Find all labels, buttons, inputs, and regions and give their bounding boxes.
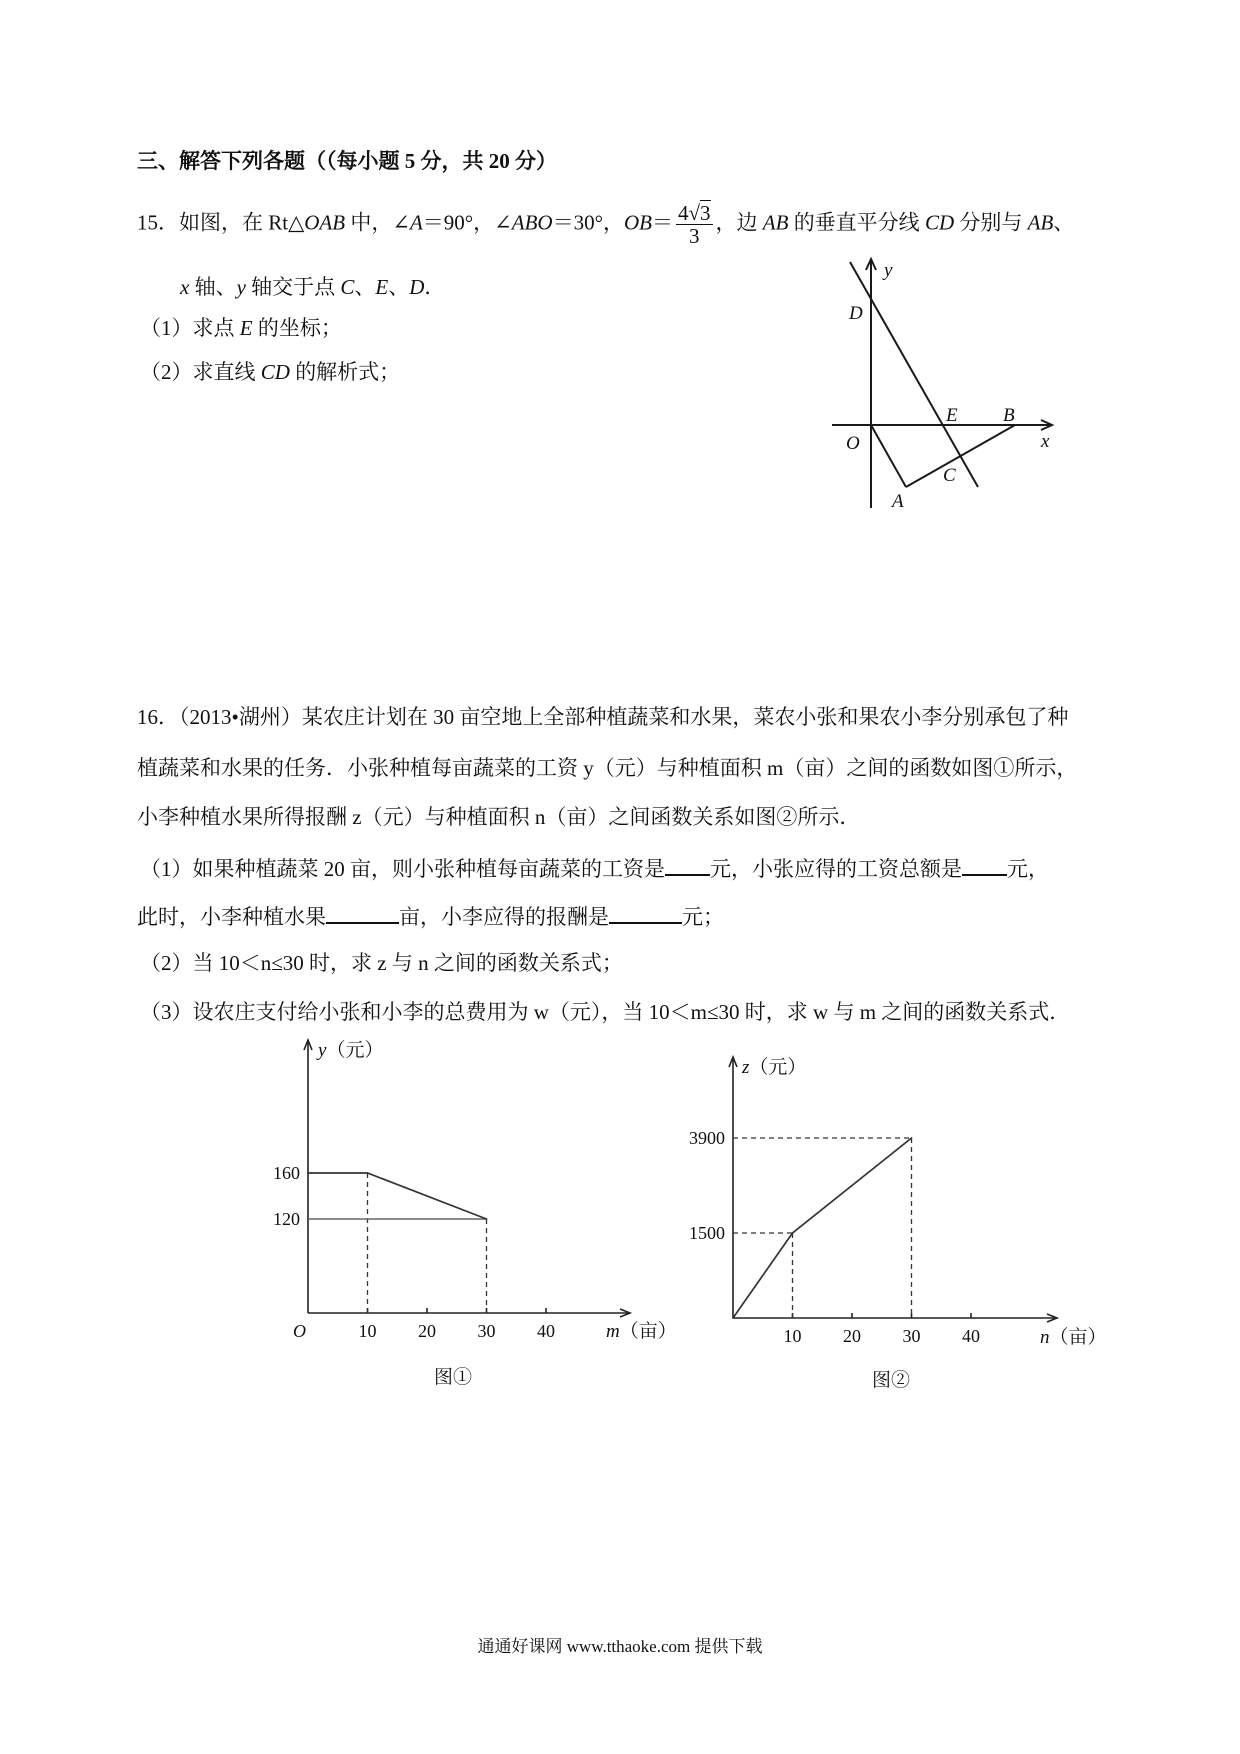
chart2-y-tick-label-1500: 1500 — [689, 1223, 725, 1243]
math-variable: CD — [924, 210, 955, 235]
math-variable: CD — [260, 360, 290, 384]
problem-15-question-1 — [140, 316, 342, 340]
answer-blank[interactable] — [326, 902, 399, 924]
label-point-c: C — [943, 465, 956, 486]
text-run: 轴、 — [189, 275, 237, 299]
chart1-x-tick-label-40: 40 — [537, 1321, 555, 1341]
label-point-o: O — [846, 433, 860, 454]
chart1-y-axis-label — [316, 1039, 383, 1061]
fraction-numerator — [676, 202, 713, 224]
chart1-series-line-1 — [308, 1173, 487, 1219]
text-run: （2）求直线 — [140, 360, 261, 384]
text-run: 元，小张应得的工资总额是 — [710, 857, 962, 881]
text-run: 元， — [1007, 857, 1049, 881]
problem-16-line-2: 植蔬菜和水果的任务．小张种植每亩蔬菜的工资 y（元）与种植面积 m（亩）之间的函数如图①所示， — [137, 756, 1078, 780]
chart1-x-axis-unit: （亩） — [619, 1321, 677, 1342]
math-variable: x — [180, 275, 190, 299]
text-run: 的解析式； — [289, 360, 401, 384]
text-run: （1）求点 — [140, 316, 240, 340]
problem-15-line-1 — [137, 202, 1074, 247]
math-variable: A — [409, 210, 423, 235]
label-y-axis: y — [884, 260, 893, 281]
text-run: ，边 — [715, 210, 763, 235]
chart2-x-tick-label-20: 20 — [843, 1326, 861, 1346]
math-variable: y — [236, 275, 246, 299]
text-run: 中，∠ — [345, 210, 410, 235]
fraction-denominator: 3 — [676, 224, 713, 247]
math-variable: ABO — [511, 210, 553, 235]
radical-sign: √ — [688, 201, 701, 225]
problem-15-figure — [832, 259, 1052, 512]
text-run: 、 — [1053, 210, 1075, 235]
chart1-series-point-2 — [367, 1172, 369, 1174]
text-run: ． — [424, 275, 446, 299]
chart1-y-axis-variable: y — [318, 1040, 327, 1061]
math-variable: C — [340, 275, 355, 299]
math-variable: OB — [624, 210, 652, 235]
page-footer: 通通好课网 www.tthaoke.com 提供下载 — [477, 1637, 763, 1656]
problem-16-question-3: （3）设农庄支付给小张和小李的总费用为 w（元），当 10＜m≤30 时，求 w 与 m 之间的函数关系式． — [140, 1000, 1071, 1024]
chart1-x-axis-variable: m — [606, 1321, 620, 1342]
text-run: 此时，小李种植水果 — [137, 905, 326, 929]
chart1-series-point-1 — [307, 1172, 309, 1174]
chart1-origin-label: O — [293, 1321, 306, 1341]
problem-16-charts — [273, 1039, 1107, 1391]
text-run: 、 — [354, 275, 376, 299]
text-run: ＝30°， — [552, 210, 624, 235]
chart2-x-tick-label-40: 40 — [962, 1326, 980, 1346]
math-variable: AB — [1027, 210, 1054, 235]
math-variable: E — [239, 316, 253, 340]
chart1-x-axis-label — [606, 1320, 677, 1342]
label-point-b: B — [1003, 405, 1015, 426]
chart2-caption: 图② — [871, 1370, 911, 1391]
math-variable: E — [375, 275, 389, 299]
chart1-x-tick-label-10: 10 — [358, 1321, 377, 1341]
math-variable: AB — [762, 210, 789, 235]
radicand: 3 — [700, 201, 711, 225]
text-run: ＝90°，∠ — [422, 210, 512, 235]
answer-blank[interactable] — [962, 854, 1007, 876]
chart2-series-point-2 — [792, 1232, 794, 1234]
problem-15-question-2 — [140, 360, 400, 384]
chart2-y-axis-variable: z — [742, 1057, 750, 1078]
chart1-y-axis-unit: （元） — [326, 1040, 384, 1061]
problem-16-question-1-cont — [137, 902, 724, 929]
text-run: 、 — [388, 275, 410, 299]
math-variable: OAB — [304, 210, 346, 235]
chart2-x-axis-variable: n — [1040, 1327, 1050, 1348]
chart2-series-point-3 — [911, 1137, 913, 1139]
label-point-a: A — [892, 491, 904, 512]
chart2-series-point-1 — [732, 1317, 734, 1319]
chart2-y-axis-unit: （元） — [749, 1057, 807, 1078]
text-run: 15．如图，在 Rt△ — [137, 210, 305, 235]
problem-16-question-1 — [140, 854, 1049, 881]
chart1-x-tick-label-30: 30 — [477, 1321, 496, 1341]
problem-16-line-3: 小李种植水果所得报酬 z（元）与种植面积 n（亩）之间函数关系如图②所示． — [137, 805, 861, 829]
text-run: 轴交于点 — [245, 275, 341, 299]
chart1-series-point-3 — [486, 1218, 488, 1220]
text-run: 的坐标； — [252, 316, 342, 340]
chart1-caption: 图① — [433, 1367, 473, 1388]
text-run: ＝ — [652, 210, 673, 235]
math-variable: D — [409, 275, 425, 299]
problem-16-line-1: 16．（2013•湖州）某农庄计划在 30 亩空地上全部种植蔬菜和水果，菜农小张和果农小李分别承包了种 — [137, 705, 1069, 729]
text-run: 元； — [682, 905, 724, 929]
text-run: 亩，小李应得的报酬是 — [399, 905, 609, 929]
text-run: 的垂直平分线 — [788, 210, 925, 235]
chart2-x-tick-label-10: 10 — [783, 1326, 802, 1346]
chart1-y-tick-label-160: 160 — [273, 1163, 300, 1183]
label-point-e: E — [946, 405, 958, 426]
label-x-axis: x — [1041, 431, 1050, 452]
section-header: 三、解答下列各题（（每小题 5 分，共 20 分） — [137, 149, 557, 173]
chart1-x-tick-label-20: 20 — [418, 1321, 436, 1341]
segment-ab — [906, 425, 1015, 487]
text-run: （1）如果种植蔬菜 20 亩，则小张种植每亩蔬菜的工资是 — [140, 857, 665, 881]
text-run: 分别与 — [954, 210, 1028, 235]
chart1-y-tick-label-120: 120 — [273, 1209, 300, 1229]
chart2 — [689, 1056, 1107, 1391]
chart1 — [273, 1039, 677, 1388]
segment-oa — [871, 425, 906, 487]
answer-blank[interactable] — [665, 854, 710, 876]
problem-15-line-2 — [180, 275, 445, 299]
chart2-x-axis-unit: （亩） — [1049, 1327, 1107, 1348]
chart2-x-axis-label — [1040, 1326, 1107, 1348]
chart2-series-line-1 — [733, 1138, 912, 1318]
answer-blank[interactable] — [609, 902, 682, 924]
chart2-y-tick-label-3900: 3900 — [689, 1128, 725, 1148]
ob-fraction — [676, 202, 713, 247]
label-point-d: D — [849, 303, 863, 324]
numerator-coefficient: 4 — [678, 201, 689, 225]
chart2-y-axis-label — [741, 1056, 806, 1078]
chart2-x-tick-label-30: 30 — [902, 1326, 921, 1346]
problem-16-question-2: （2）当 10＜n≤30 时，求 z 与 n 之间的函数关系式； — [140, 951, 623, 975]
line-cd — [850, 262, 978, 487]
